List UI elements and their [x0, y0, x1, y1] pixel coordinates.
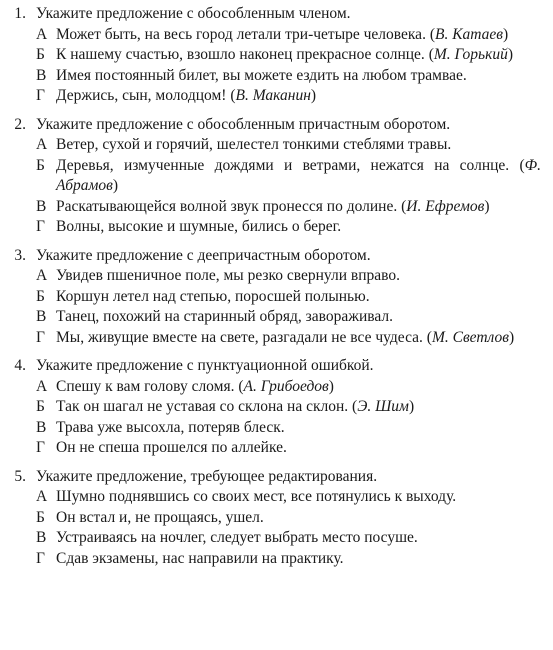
answer-option: Б К нашему счастью, взошло наконец прекрасное солнце. (М. Горький) — [36, 45, 553, 66]
option-text: Деревья, измученные дождями и ветрами, нежатся на солнце. — [56, 156, 510, 174]
option-letter: Б — [36, 46, 45, 63]
option-letter: Г — [36, 87, 45, 104]
option-letter: А — [36, 488, 48, 505]
option-letter: А — [36, 25, 48, 43]
option-letter: Б — [36, 398, 45, 415]
question-prompt: Укажите предложение с деепричастным оборотом. — [36, 246, 371, 264]
option-source: А. Грибоедов — [243, 377, 329, 395]
option-source: Ф. Абрамов — [56, 156, 541, 194]
question-number: 2. — [14, 115, 26, 133]
answer-option — [36, 217, 553, 238]
option-source: М. Горький — [433, 46, 508, 63]
option-source: М. Светлов — [431, 328, 509, 346]
option-source: Э. Шим — [357, 398, 409, 415]
answer-option: Г Мы, живущие вместе на свете, разгадали не все чудеса. (М. Светлов) — [36, 328, 553, 349]
option-letter: Г — [36, 439, 45, 456]
answer-option — [36, 418, 553, 439]
answer-option — [36, 287, 553, 308]
option-text: К нашему счастью, взошло наконец прекрасное солнце. — [56, 46, 425, 63]
option-text: Мы, живущие вместе на свете, разгадали не все чудеса. — [56, 328, 423, 346]
option-letter: А — [36, 267, 48, 284]
question-prompt: Укажите предложение с обособленным причастным оборотом. — [36, 115, 451, 133]
option-text: Увидев пшеничное поле, мы резко свернули вправо. — [56, 267, 400, 284]
answer-option — [36, 528, 553, 549]
question-prompt: Укажите предложение с обособленным членом. — [36, 5, 351, 22]
question-number: 4. — [14, 357, 26, 374]
question-number: 3. — [14, 246, 26, 264]
option-text: Ветер, сухой и горячий, шелестел тонкими стеблями травы. — [56, 136, 452, 153]
option-letter: Г — [36, 549, 45, 567]
option-letter: Б — [36, 508, 45, 526]
answer-option — [36, 549, 553, 570]
question-number: 5. — [14, 467, 26, 485]
option-source: И. Ефремов — [406, 197, 485, 215]
option-letter: А — [36, 136, 48, 153]
option-text: Он встал и, не прощаясь, ушел. — [56, 508, 264, 526]
question-3 — [0, 246, 553, 349]
answer-option: А Может быть, на весь город летали три-четыре человека. (В. Катаев) — [36, 25, 553, 46]
question-number: 1. — [14, 5, 26, 22]
option-letter: Б — [36, 287, 45, 305]
answer-option — [36, 438, 553, 459]
option-text: Держись, сын, молодцом! — [56, 87, 227, 104]
option-text: Волны, высокие и шумные, бились о берег. — [56, 218, 342, 235]
option-text: Так он шагал не уставая со склона на склон. — [56, 398, 349, 415]
option-letter: В — [36, 197, 47, 215]
question-4 — [0, 356, 553, 459]
answer-option — [36, 508, 553, 529]
option-letter: Г — [36, 218, 45, 235]
option-letter: В — [36, 418, 47, 436]
option-text: Шумно поднявшись со своих мест, все потянулись к выходу. — [56, 488, 457, 505]
answer-option: Б Так он шагал не уставая со склона на склон. (Э. Шим) — [36, 397, 553, 418]
option-letter: Г — [36, 328, 45, 346]
question-5 — [0, 467, 553, 570]
option-text: Коршун летел над степью, поросшей полынью. — [56, 287, 370, 305]
question-prompt: Укажите предложение, требующее редактирования. — [36, 467, 378, 485]
option-text: Спешу к вам голову сломя. — [56, 377, 235, 395]
option-text: Трава уже высохла, потеряв блеск. — [56, 418, 285, 436]
option-text: Сдав экзамены, нас направили на практику. — [56, 549, 344, 567]
question-prompt: Укажите предложение с пунктуационной ошибкой. — [36, 357, 374, 374]
answer-option: Б Деревья, измученные дождями и ветрами, нежатся на солнце. (Ф. Абрамов) — [36, 156, 541, 194]
answer-option — [36, 487, 553, 508]
answer-option — [36, 135, 553, 156]
answer-option — [36, 266, 553, 287]
option-letter: А — [36, 377, 48, 395]
option-letter: В — [36, 529, 47, 546]
question-2 — [0, 115, 553, 238]
option-text: Устраиваясь на ночлег, следует выбрать место посуше. — [56, 529, 418, 546]
answer-option: А Спешу к вам голову сломя. (А. Грибоедов) — [36, 377, 553, 398]
answer-option — [36, 307, 553, 328]
option-source: В. Катаев — [435, 25, 504, 43]
option-letter: В — [36, 308, 47, 325]
option-text: Может быть, на весь город летали три-четыре человека. — [56, 25, 426, 43]
answer-option: В Раскатывающейся волной звук пронесся по долине. (И. Ефремов) — [36, 197, 553, 218]
option-text: Имея постоянный билет, вы можете ездить на любом трамвае. — [56, 66, 467, 84]
answer-option — [36, 66, 553, 87]
answer-option: Г Держись, сын, молодцом! (В. Маканин) — [36, 86, 553, 107]
question-1 — [0, 4, 553, 107]
test-page — [0, 4, 553, 577]
option-text: Танец, похожий на старинный обряд, завораживал. — [56, 308, 394, 325]
option-text: Раскатывающейся волной звук пронесся по долине. — [56, 197, 398, 215]
option-letter: В — [36, 66, 47, 84]
option-source: В. Маканин — [235, 87, 311, 104]
option-letter: Б — [36, 156, 45, 174]
option-text: Он не спеша прошелся по аллейке. — [56, 439, 287, 456]
